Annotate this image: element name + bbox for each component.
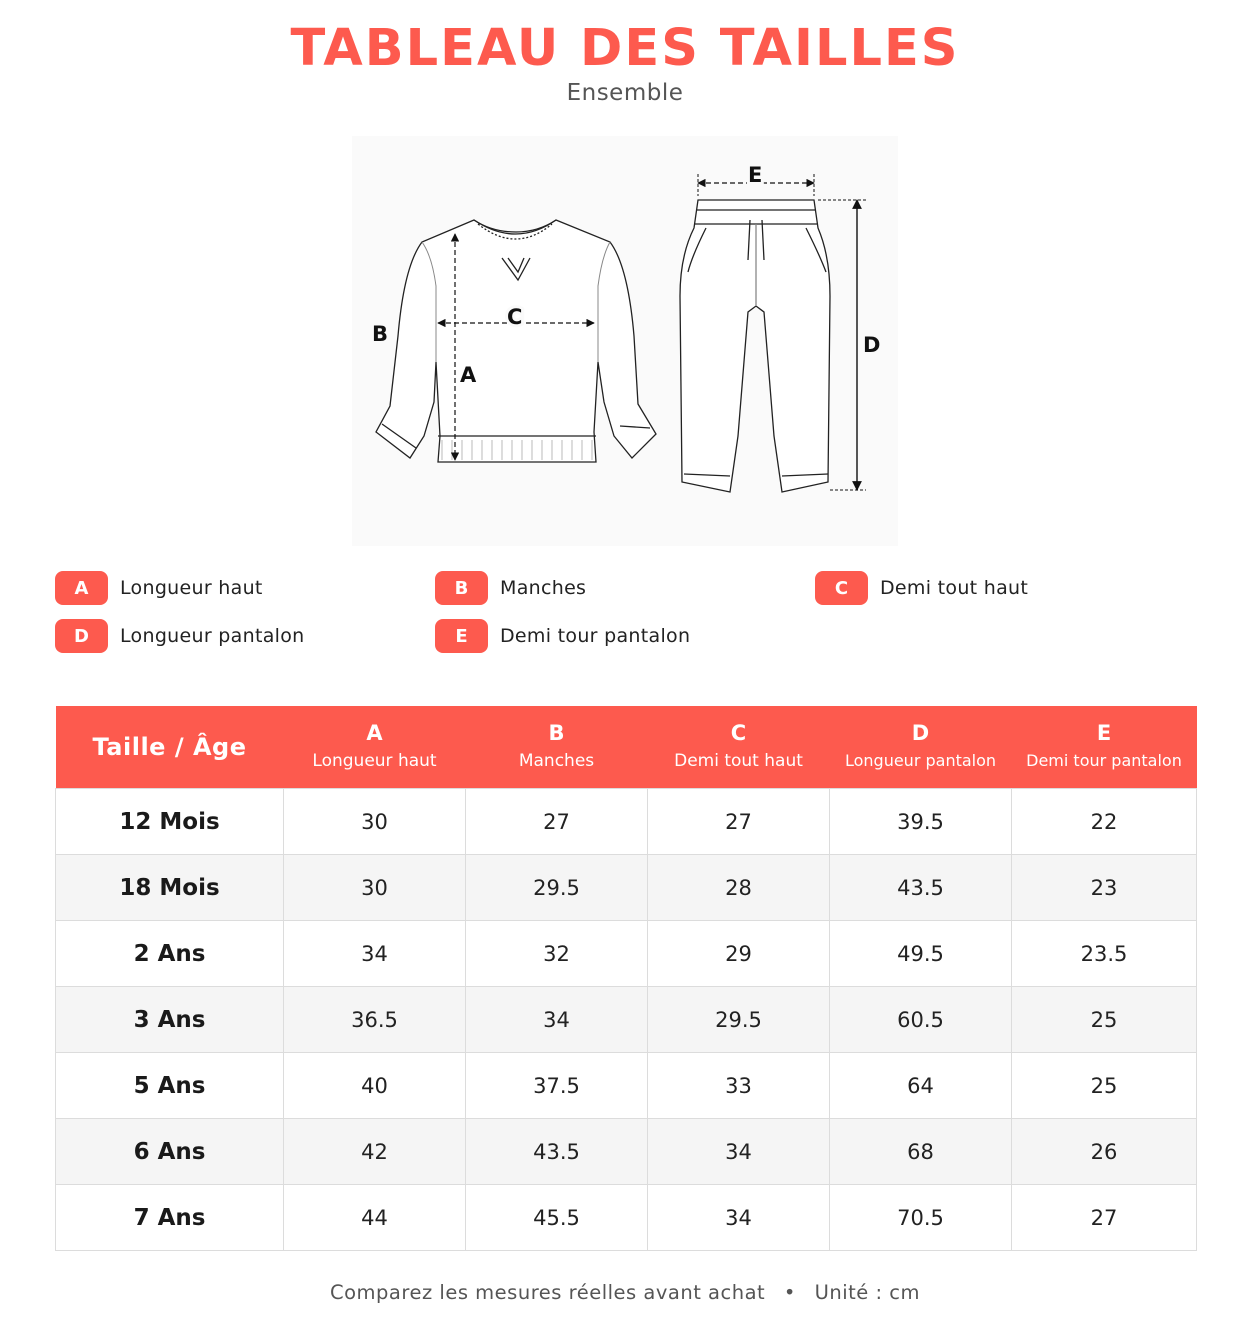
size-cell: 3 Ans xyxy=(56,987,284,1053)
size-cell: 12 Mois xyxy=(56,789,284,855)
value-cell: 39.5 xyxy=(830,789,1012,855)
value-cell: 43.5 xyxy=(466,1119,648,1185)
value-cell: 32 xyxy=(466,921,648,987)
legend-label: Demi tour pantalon xyxy=(500,625,691,647)
dimension-label-d: D xyxy=(863,333,881,357)
column-description: Longueur pantalon xyxy=(844,751,997,770)
table-row xyxy=(56,789,1197,855)
legend-item-a xyxy=(55,571,263,605)
value-cell: 30 xyxy=(284,789,466,855)
value-cell: 44 xyxy=(284,1185,466,1251)
value-cell: 68 xyxy=(830,1119,1012,1185)
table-row xyxy=(56,1185,1197,1251)
footer-text: Comparez les mesures réelles avant achat xyxy=(330,1281,766,1304)
dimension-label-e: E xyxy=(748,163,763,187)
value-cell: 40 xyxy=(284,1053,466,1119)
dimension-label-c: C xyxy=(507,305,523,329)
value-cell: 45.5 xyxy=(466,1185,648,1251)
page-subtitle: Ensemble xyxy=(566,80,684,106)
size-cell: 2 Ans xyxy=(56,921,284,987)
legend-label: Longueur haut xyxy=(120,577,263,599)
value-cell: 22 xyxy=(1012,789,1197,855)
size-cell: 7 Ans xyxy=(56,1185,284,1251)
value-cell: 34 xyxy=(466,987,648,1053)
value-cell: 34 xyxy=(284,921,466,987)
value-cell: 36.5 xyxy=(284,987,466,1053)
column-letter: B xyxy=(548,721,565,745)
table-row xyxy=(56,855,1197,921)
value-cell: 23.5 xyxy=(1012,921,1197,987)
value-cell: 27 xyxy=(1012,1185,1197,1251)
column-header-c xyxy=(648,706,830,789)
value-cell: 34 xyxy=(648,1119,830,1185)
value-cell: 29.5 xyxy=(648,987,830,1053)
table-row xyxy=(56,987,1197,1053)
legend-item-c xyxy=(815,571,1028,605)
dimension-label-a: A xyxy=(460,363,477,387)
dimension-label-b: B xyxy=(372,322,389,346)
value-cell: 27 xyxy=(466,789,648,855)
legend-badge: B xyxy=(435,571,488,605)
column-description: Demi tour pantalon xyxy=(1026,751,1182,770)
footer-separator: • xyxy=(783,1281,796,1304)
table-row xyxy=(56,921,1197,987)
legend-badge: D xyxy=(55,619,108,653)
size-cell: 5 Ans xyxy=(56,1053,284,1119)
garment-illustration xyxy=(352,136,898,546)
legend-badge: E xyxy=(435,619,488,653)
value-cell: 27 xyxy=(648,789,830,855)
value-cell: 70.5 xyxy=(830,1185,1012,1251)
column-letter: A xyxy=(366,721,383,745)
legend-item-b xyxy=(435,571,586,605)
column-description: Demi tout haut xyxy=(674,751,803,771)
column-header-a xyxy=(284,706,466,789)
table-row xyxy=(56,1119,1197,1185)
column-header-b xyxy=(466,706,648,789)
value-cell: 43.5 xyxy=(830,855,1012,921)
sweatshirt-drawing xyxy=(376,220,656,462)
footer-unit: Unité : cm xyxy=(814,1281,920,1304)
size-table xyxy=(55,706,1197,1251)
value-cell: 26 xyxy=(1012,1119,1197,1185)
page-title: TABLEAU DES TAILLES xyxy=(290,19,960,78)
value-cell: 29 xyxy=(648,921,830,987)
column-header-e xyxy=(1012,706,1197,789)
value-cell: 60.5 xyxy=(830,987,1012,1053)
value-cell: 49.5 xyxy=(830,921,1012,987)
legend-item-d xyxy=(55,619,305,653)
legend-label: Manches xyxy=(500,577,587,599)
column-header-size: Taille / Âge xyxy=(56,706,284,789)
value-cell: 30 xyxy=(284,855,466,921)
table-row xyxy=(56,1053,1197,1119)
value-cell: 64 xyxy=(830,1053,1012,1119)
value-cell: 34 xyxy=(648,1185,830,1251)
table-header-row xyxy=(56,706,1197,789)
column-description: Longueur haut xyxy=(312,751,437,771)
footer-note xyxy=(0,1279,1250,1307)
column-header-d xyxy=(830,706,1012,789)
legend-label: Demi tout haut xyxy=(880,577,1029,599)
value-cell: 25 xyxy=(1012,1053,1197,1119)
size-cell: 6 Ans xyxy=(56,1119,284,1185)
value-cell: 37.5 xyxy=(466,1053,648,1119)
value-cell: 33 xyxy=(648,1053,830,1119)
value-cell: 23 xyxy=(1012,855,1197,921)
column-letter: D xyxy=(911,721,930,745)
value-cell: 25 xyxy=(1012,987,1197,1053)
value-cell: 42 xyxy=(284,1119,466,1185)
column-letter: C xyxy=(730,721,747,745)
legend-label: Longueur pantalon xyxy=(120,625,305,647)
legend-badge: C xyxy=(815,571,868,605)
column-description: Manches xyxy=(518,751,595,771)
value-cell: 29.5 xyxy=(466,855,648,921)
legend-badge: A xyxy=(55,571,108,605)
value-cell: 28 xyxy=(648,855,830,921)
legend-item-e xyxy=(435,619,690,653)
column-letter: E xyxy=(1096,721,1112,745)
pants-drawing xyxy=(680,200,830,492)
size-cell: 18 Mois xyxy=(56,855,284,921)
